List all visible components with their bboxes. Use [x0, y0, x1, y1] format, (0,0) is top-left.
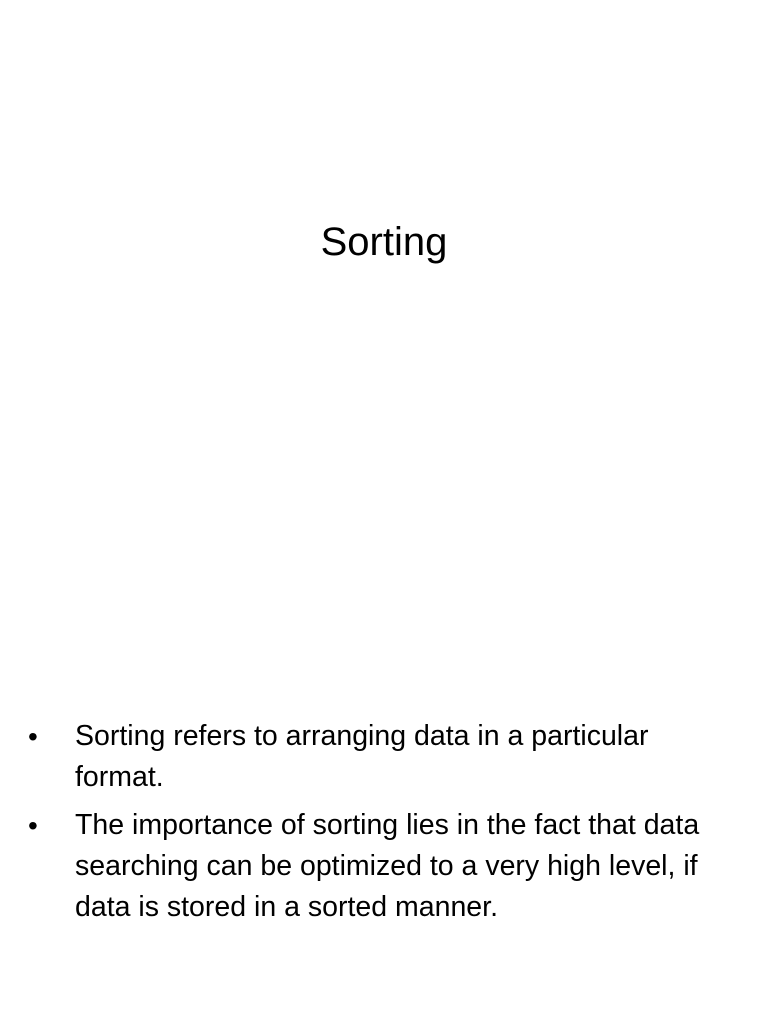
bullet-text: Sorting refers to arranging data in a particular format. [75, 720, 649, 793]
bullet-item [28, 805, 728, 928]
bullet-item [28, 716, 728, 798]
bullet-list [28, 716, 728, 935]
bullet-marker-icon: • [28, 810, 38, 841]
bullet-text: The importance of sorting lies in the fact that data searching can be optimized to a very high level, if data is stored in a sorted manner. [75, 809, 700, 923]
slide-title: Sorting [320, 220, 448, 264]
bullet-marker-icon: • [28, 721, 38, 752]
